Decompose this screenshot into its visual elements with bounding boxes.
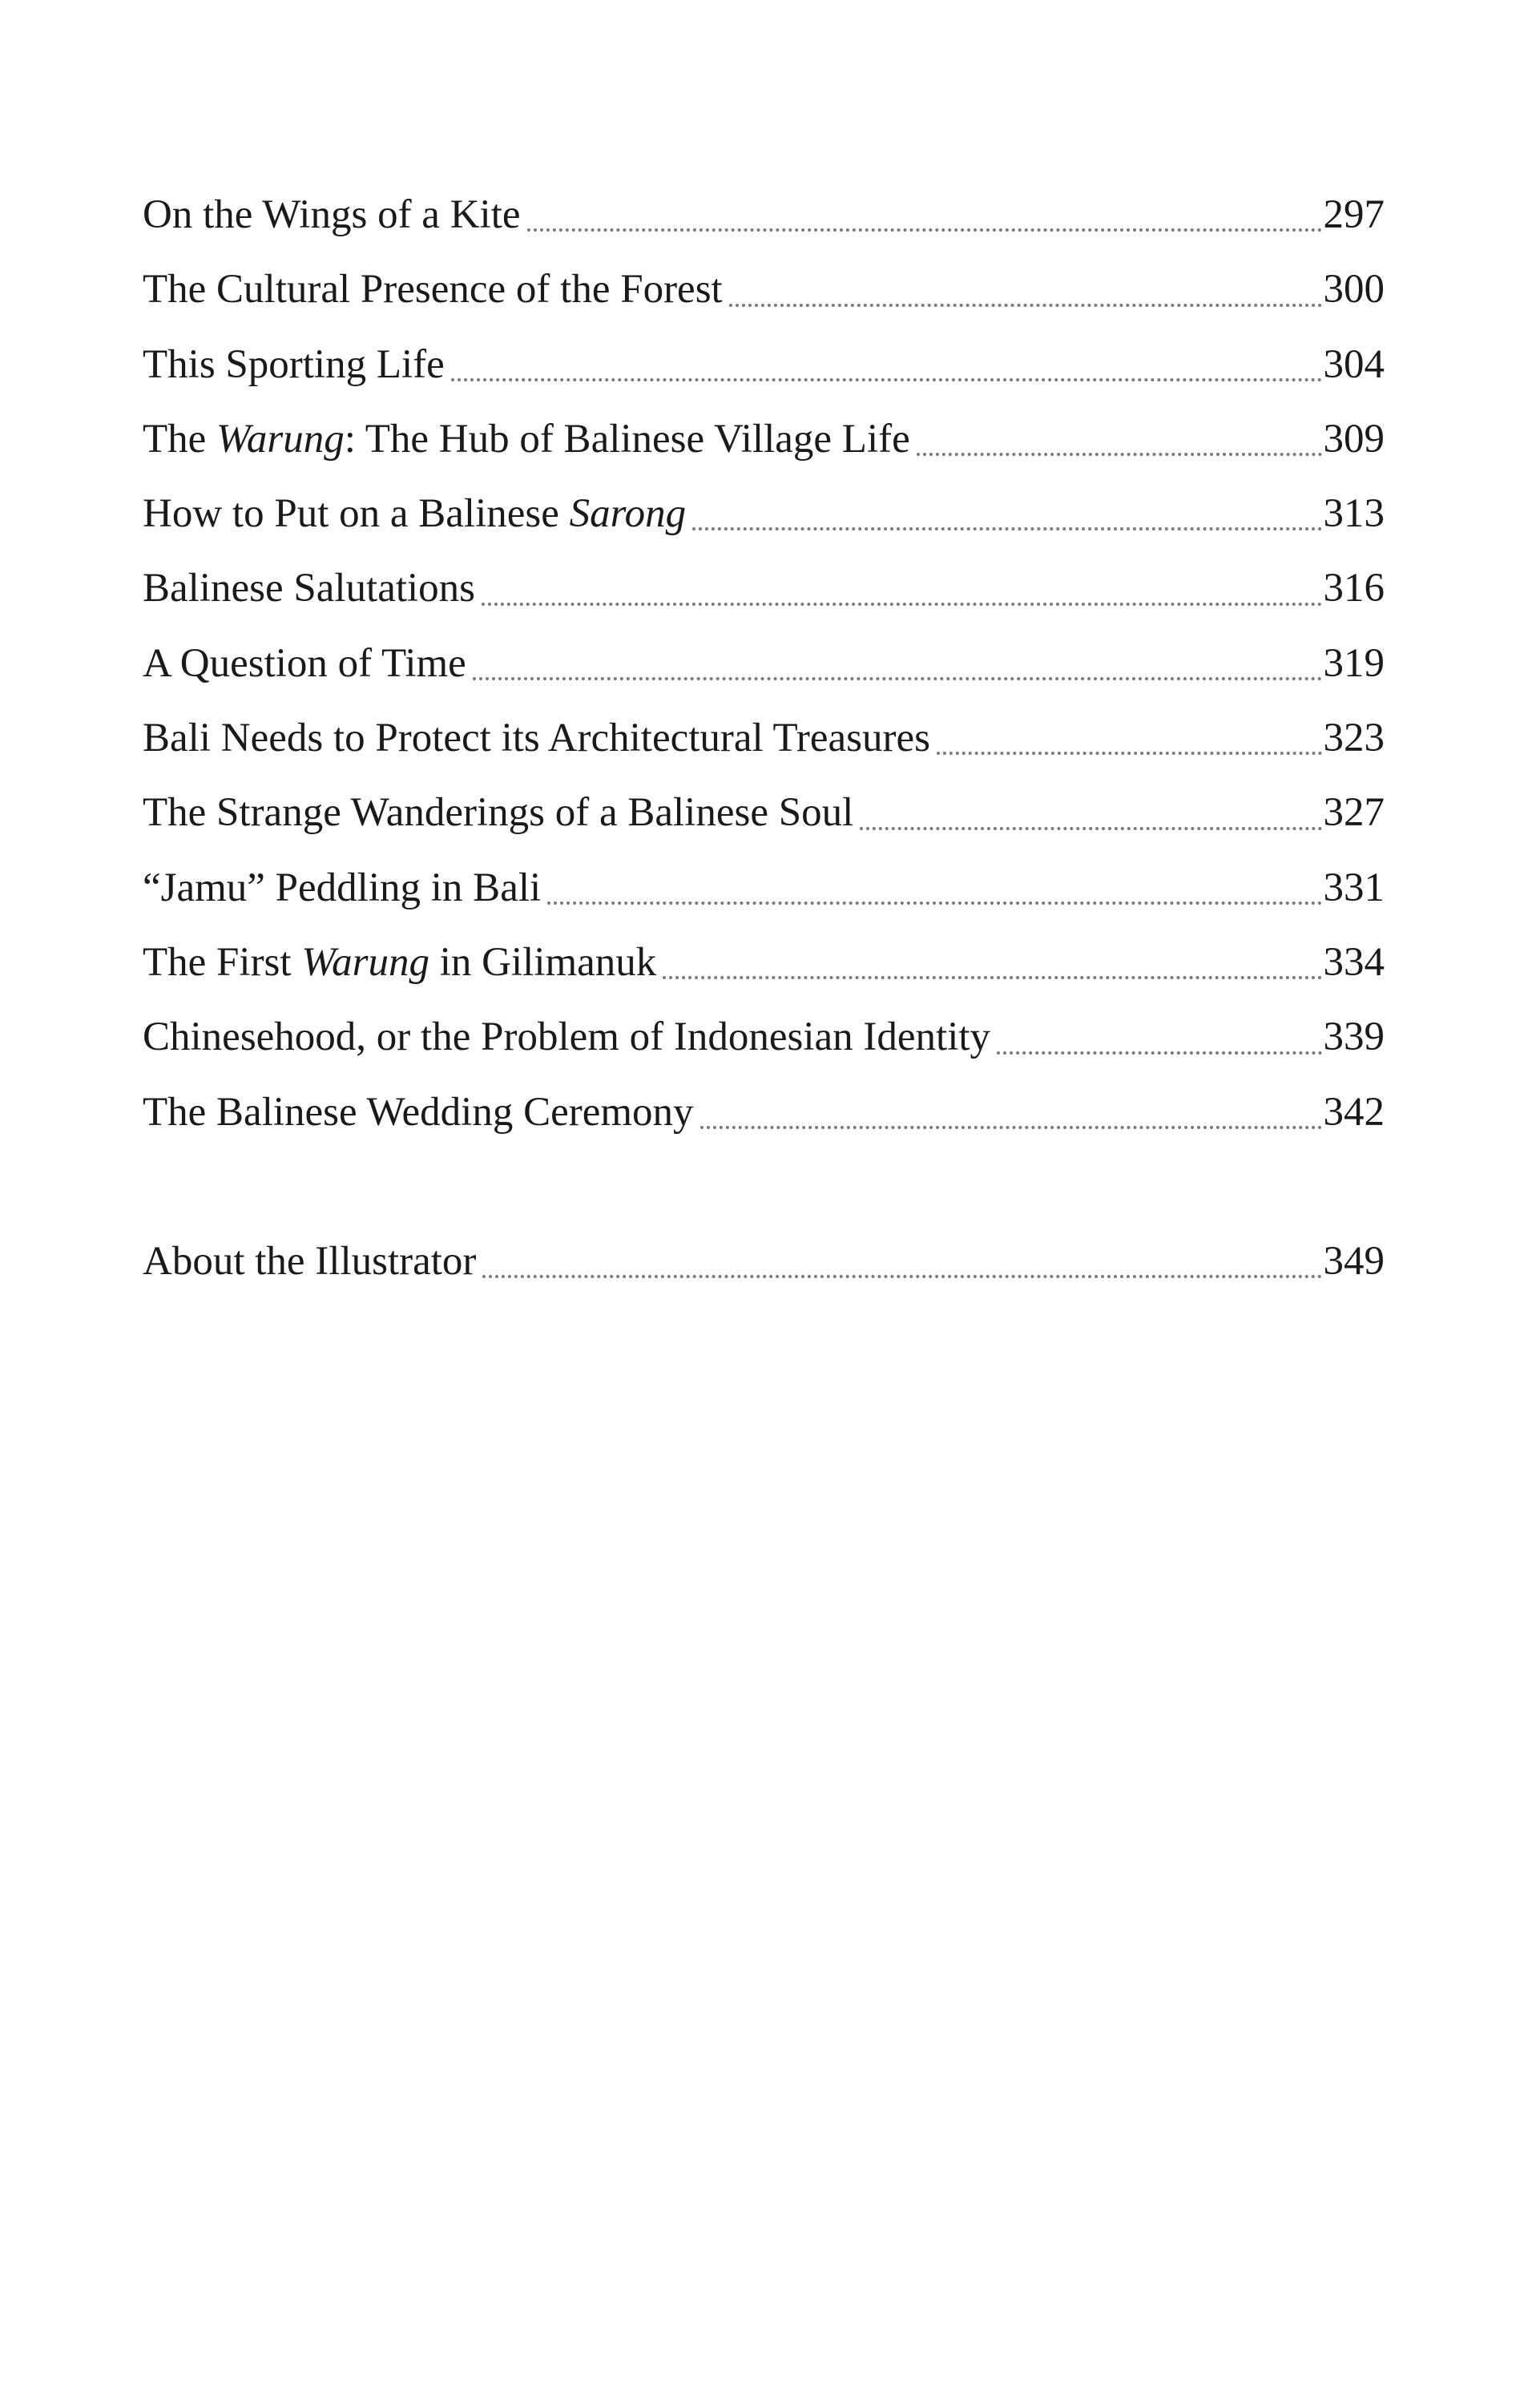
toc-entry-title xyxy=(143,776,853,850)
toc-title-segment: The Balinese Wedding Ceremony xyxy=(143,1089,694,1135)
toc-entry-title xyxy=(143,328,445,402)
dot-leader xyxy=(482,603,1321,606)
toc-page-number: 349 xyxy=(1323,1239,1385,1285)
toc-title-segment: How to Put on a Balinese xyxy=(143,491,570,537)
toc-entry[interactable] xyxy=(143,1000,1385,1075)
toc-entry[interactable] xyxy=(143,1224,1385,1299)
toc-entry[interactable] xyxy=(143,402,1385,477)
toc-title-italic-segment: Sarong xyxy=(569,491,687,537)
dot-leader xyxy=(451,378,1322,381)
table-of-contents xyxy=(143,178,1385,1299)
toc-page-number: 323 xyxy=(1323,716,1385,761)
toc-page-number: 313 xyxy=(1323,491,1385,537)
toc-section-gap xyxy=(143,1150,1385,1224)
dot-leader xyxy=(917,453,1322,456)
toc-entry[interactable] xyxy=(143,178,1385,252)
toc-title-segment: A Question of Time xyxy=(143,640,466,686)
toc-page-number: 316 xyxy=(1323,566,1385,611)
dot-leader xyxy=(937,752,1322,755)
toc-title-segment: The Cultural Presence of the Forest xyxy=(143,267,723,313)
toc-entry-title xyxy=(143,701,930,776)
toc-page-number: 309 xyxy=(1323,416,1385,462)
toc-page-number: 342 xyxy=(1323,1089,1385,1135)
toc-title-segment: This Sporting Life xyxy=(143,341,445,387)
toc-title-segment: The First xyxy=(143,939,302,985)
toc-entry-title xyxy=(143,477,686,551)
toc-entry[interactable] xyxy=(143,551,1385,626)
toc-entry-title xyxy=(143,402,910,477)
toc-entry[interactable] xyxy=(143,328,1385,402)
dot-leader xyxy=(663,976,1321,979)
toc-page-number: 334 xyxy=(1323,939,1385,985)
toc-page-number: 331 xyxy=(1323,865,1385,910)
dot-leader xyxy=(729,304,1322,307)
toc-title-segment: The Strange Wanderings of a Balinese Soul xyxy=(143,790,854,836)
dot-leader xyxy=(547,902,1321,905)
toc-title-segment: Bali Needs to Protect its Architectural Treasures xyxy=(143,716,930,761)
dot-leader xyxy=(473,677,1322,680)
dot-leader xyxy=(692,527,1321,530)
toc-entry[interactable] xyxy=(143,477,1385,551)
toc-title-segment: The xyxy=(143,416,217,462)
toc-entry[interactable] xyxy=(143,701,1385,776)
toc-page-number: 297 xyxy=(1323,192,1385,237)
toc-title-segment: Balinese Salutations xyxy=(143,566,476,611)
dot-leader xyxy=(997,1051,1321,1055)
dot-leader xyxy=(860,827,1321,830)
toc-entry-title xyxy=(143,1224,476,1299)
toc-entry[interactable] xyxy=(143,252,1385,327)
toc-page-number: 319 xyxy=(1323,640,1385,686)
dot-leader xyxy=(700,1126,1322,1129)
toc-entry-title xyxy=(143,178,521,252)
toc-entry[interactable] xyxy=(143,776,1385,850)
toc-entry-title xyxy=(143,252,723,327)
toc-entry-title xyxy=(143,926,656,1000)
toc-entry-title xyxy=(143,1075,694,1150)
toc-entry-title xyxy=(143,627,466,701)
toc-entry[interactable] xyxy=(143,851,1385,926)
toc-entry[interactable] xyxy=(143,627,1385,701)
toc-back-matter-list xyxy=(143,1224,1385,1299)
toc-chapter-list xyxy=(143,178,1385,1150)
toc-title-segment: in Gilimanuk xyxy=(429,939,657,985)
toc-title-segment: On the Wings of a Kite xyxy=(143,192,521,237)
toc-page-number: 339 xyxy=(1323,1014,1385,1060)
toc-page-number: 304 xyxy=(1323,341,1385,387)
toc-page-number: 300 xyxy=(1323,267,1385,313)
toc-entry-title xyxy=(143,551,475,626)
dot-leader xyxy=(482,1275,1321,1278)
dot-leader xyxy=(527,228,1322,232)
toc-title-segment: : The Hub of Balinese Village Life xyxy=(344,416,910,462)
toc-entry[interactable] xyxy=(143,1075,1385,1150)
toc-title-segment: About the Illustrator xyxy=(143,1239,477,1285)
toc-entry-title xyxy=(143,1000,990,1075)
toc-title-segment: “Jamu” Peddling in Bali xyxy=(143,865,542,910)
toc-title-segment: Chinesehood, or the Problem of Indonesian Identity xyxy=(143,1014,991,1060)
toc-title-italic-segment: Warung xyxy=(301,939,429,985)
toc-entry[interactable] xyxy=(143,926,1385,1000)
toc-page-number: 327 xyxy=(1323,790,1385,836)
toc-entry-title xyxy=(143,851,541,926)
toc-title-italic-segment: Warung xyxy=(216,416,345,462)
